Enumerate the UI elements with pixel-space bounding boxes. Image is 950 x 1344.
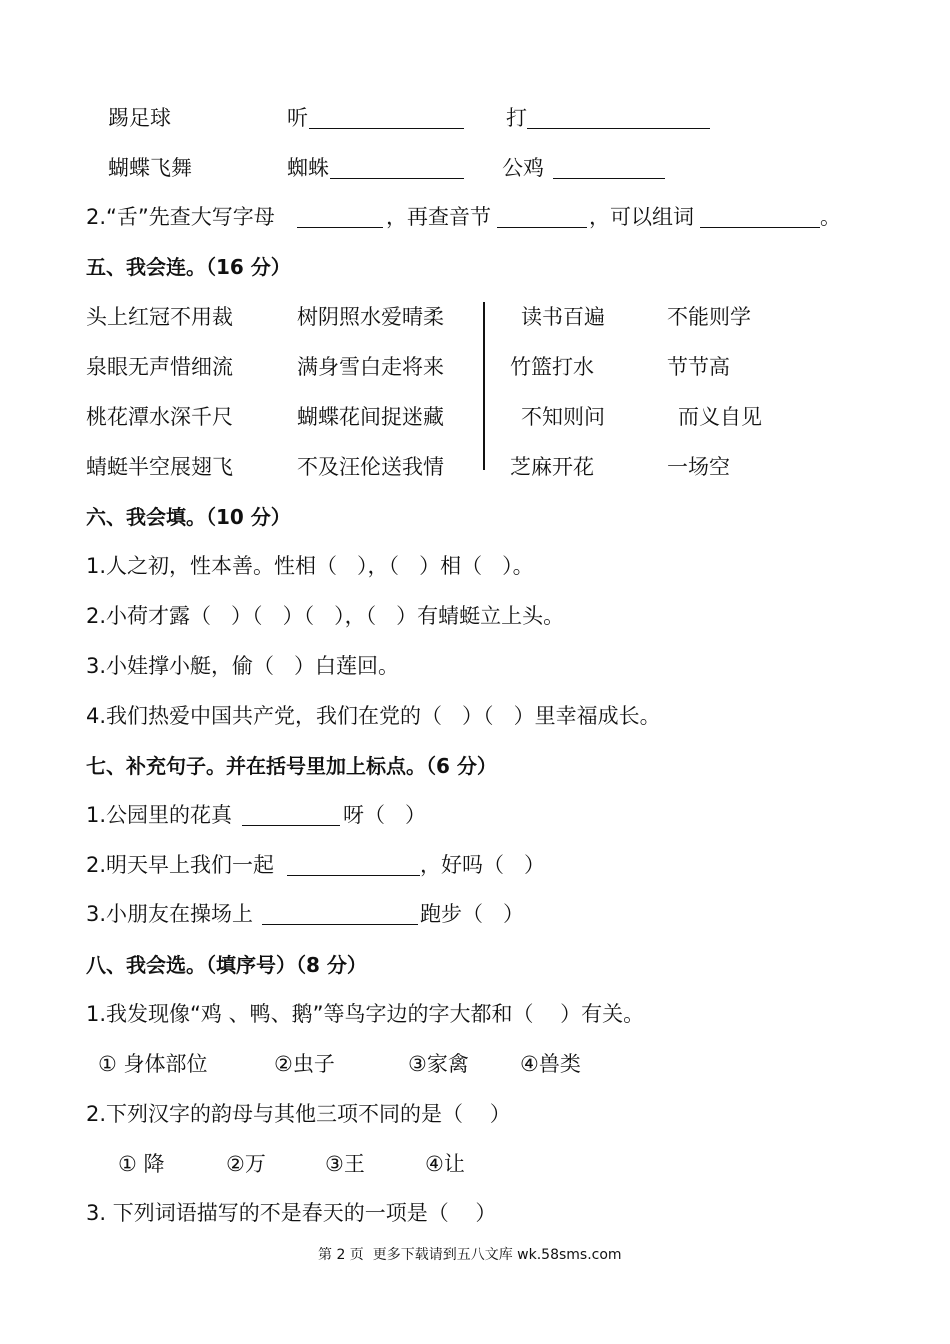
sentence-3-blank[interactable] <box>262 924 418 925</box>
page-footer: 第 2 页 更多下载请到五八文库 wk.58sms.com <box>318 1247 622 1263</box>
word-rooster: 公鸡 <box>502 156 544 180</box>
choice-q2-option-a: ① 降 <box>118 1152 165 1176</box>
choice-q1-option-d: ④兽类 <box>520 1052 581 1076</box>
choice-question-1[interactable]: 1.我发现像“鸡 、鸭、鹅”等鸟字边的字大都和（ ）有关。 <box>86 1002 645 1026</box>
word-listen: 听 <box>287 106 308 130</box>
poem-line-left[interactable]: 头上红冠不用裁 <box>86 305 233 329</box>
section6-title: 六、我会填。（10 分） <box>86 505 291 529</box>
blank-rooster[interactable] <box>553 178 665 179</box>
choice-q1-option-a: ① 身体部位 <box>98 1052 208 1076</box>
choice-q2-option-b: ②万 <box>226 1152 266 1176</box>
sentence-2-blank[interactable] <box>287 875 420 876</box>
poem-line-left[interactable]: 蜻蜓半空展翅飞 <box>86 455 233 479</box>
fill-item-1[interactable]: 1.人之初，性本善。性相（ ），（ ）相（ ）。 <box>86 554 534 578</box>
match-divider <box>483 302 485 470</box>
sentence-1-end[interactable]: 呀（ ） <box>343 803 427 827</box>
fill-item-4[interactable]: 4.我们热爱中国共产党，我们在党的（ ）（ ）里幸福成长。 <box>86 704 661 728</box>
proverb-start[interactable]: 不知则问 <box>521 405 605 429</box>
blank-word[interactable] <box>700 227 820 228</box>
choice-q2-option-c: ③王 <box>325 1152 365 1176</box>
word-hit: 打 <box>506 106 527 130</box>
blank-spider[interactable] <box>330 178 464 179</box>
sentence-3-start: 3.小朋友在操场上 <box>86 902 254 926</box>
poem-line-right[interactable]: 蝴蝶花间捉迷藏 <box>297 405 444 429</box>
sentence-1-blank[interactable] <box>242 825 340 826</box>
poem-line-right[interactable]: 满身雪白走将来 <box>297 355 444 379</box>
q-dictionary-lookup-4: 。 <box>820 205 841 229</box>
proverb-end[interactable]: 节节高 <box>667 355 730 379</box>
blank-syllable[interactable] <box>497 227 587 228</box>
word-butterfly-dance: 蝴蝶飞舞 <box>108 156 192 180</box>
word-spider: 蜘蛛 <box>287 156 329 180</box>
choice-question-3[interactable]: 3. 下列词语描写的不是春天的一项是（ ） <box>86 1201 497 1225</box>
section8-title: 八、我会选。（填序号）（8 分） <box>86 953 367 977</box>
poem-line-right[interactable]: 树阴照水爱晴柔 <box>297 305 444 329</box>
q-dictionary-lookup-2: ，再查音节 <box>386 205 491 229</box>
choice-question-2[interactable]: 2.下列汉字的韵母与其他三项不同的是（ ） <box>86 1102 511 1126</box>
choice-q1-option-b: ②虫子 <box>274 1052 335 1076</box>
section5-title: 五、我会连。（16 分） <box>86 255 291 279</box>
sentence-2-start: 2.明天早上我们一起 <box>86 853 275 877</box>
poem-line-left[interactable]: 桃花潭水深千尺 <box>86 405 233 429</box>
q-dictionary-lookup-3: ，可以组词 <box>589 205 694 229</box>
sentence-3-end[interactable]: 跑步（ ） <box>420 902 525 926</box>
fill-item-3[interactable]: 3.小娃撑小艇，偷（ ）白莲回。 <box>86 654 400 678</box>
blank-capital-letter[interactable] <box>297 227 383 228</box>
proverb-start[interactable]: 竹篮打水 <box>510 355 594 379</box>
proverb-start[interactable]: 读书百遍 <box>521 305 605 329</box>
proverb-end[interactable]: 不能则学 <box>667 305 751 329</box>
sentence-1-start: 1.公园里的花真 <box>86 803 233 827</box>
poem-line-right[interactable]: 不及汪伦送我情 <box>297 455 444 479</box>
q-dictionary-lookup-1: 2.“舌”先查大写字母 <box>86 205 275 229</box>
proverb-start[interactable]: 芝麻开花 <box>510 455 594 479</box>
blank-listen[interactable] <box>309 128 464 129</box>
blank-hit[interactable] <box>527 128 710 129</box>
sentence-2-end[interactable]: ，好吗（ ） <box>420 853 546 877</box>
proverb-end[interactable]: 而义自见 <box>678 405 762 429</box>
choice-q2-option-d: ④让 <box>425 1152 465 1176</box>
section7-title: 七、补充句子。并在括号里加上标点。（6 分） <box>86 754 497 778</box>
fill-item-2[interactable]: 2.小荷才露（ ）（ ）（ ），（ ）有蜻蜓立上头。 <box>86 604 565 628</box>
choice-q1-option-c: ③家禽 <box>408 1052 469 1076</box>
proverb-end[interactable]: 一场空 <box>667 455 730 479</box>
word-kick-football: 踢足球 <box>108 106 171 130</box>
poem-line-left[interactable]: 泉眼无声惜细流 <box>86 355 233 379</box>
